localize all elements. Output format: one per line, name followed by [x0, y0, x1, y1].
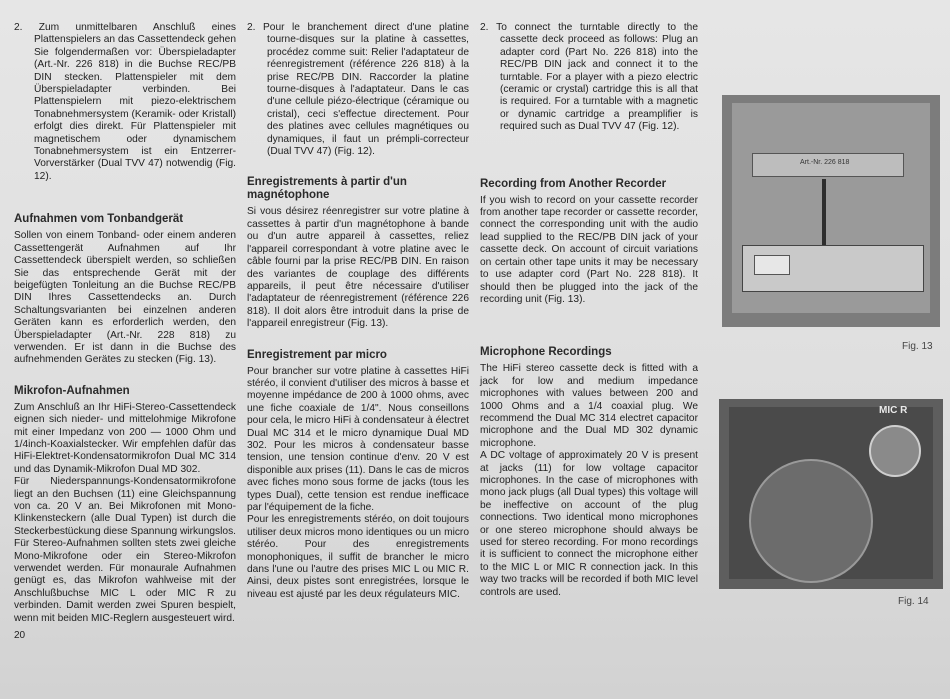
adapter-part-number: Art.-Nr. 226 818	[800, 159, 850, 166]
german-mic-text-3: Für Stereo-Aufnahmen sollten stets zwei gleiche Mono-Mikrofone oder ein Stereo-Mikrofon verwendet werden. Für monaurale Aufnahmen genügt es, das Mikrofon wahlweise mit der Anschlußbuchse MIC L oder MIC R zu verbinden. Damit werden zwei Spuren bespielt, wenn mit beiden MIC-Reglern ausgesteuert wird.	[14, 538, 236, 624]
english-mic-text-2: A DC voltage of approximately 20 V is present at jacks (11) for low voltage capacitor microphones. In the case of microphones with mono jack plugs (all Dual types) this voltage will be ineffective on account of the plug connections. Two identical mono microphones or one stereo microphone should always be used for stereo recording. For mono recordings it is sufficient to connect the microphone either to the MIC L or MIC R connection jack. In this way two tracks will be recorded if both MIC level controls are used.	[480, 450, 698, 598]
figure-14-label: Fig. 14	[898, 596, 929, 607]
english-tape-text: If you wish to record on your cassette recorder from another tape recorder or cassette recorder, connect the corresponding unit with the audio lead supplied to the REC/PB DIN jack of your cassette deck. On account of circuit variations on certain other tape units it may be necessary to use adapter cord (Part No. 228 818). It should then be plugged into the jack of the recording unit (Fig. 13).	[480, 194, 698, 305]
mic-panel-text: MIC R	[879, 405, 908, 416]
mic-level-knob	[869, 425, 921, 477]
mic-jack-dial	[749, 459, 873, 583]
german-mic-text-2: Für Niederspannungs-Kondensatormikrofone liegt an den Buchsen (11) eine Gleichspannung von ca. 20 V an. Bei Mikrofonen mit Mono-Klinkensteckern (alle Dual Typen) ist durch die Steckerbestückung diese Spannung wirkungslos.	[14, 476, 236, 537]
english-step-2: 2. To connect the turntable directly to the cassette deck proceed as follows: Plug an adapter cord (Part No. 226 818) into the REC/PB DIN jack and connect it to the turntable. For a player with a piezo electric (ceramic or crystal) cartridge this is all that is required. For a turntable with a magnetic or dynamic cartridge a preamplifier is required such as Dual TVV 47 (Fig. 12).	[480, 22, 698, 133]
french-step-2: 2. Pour le branchement direct d'une platine tourne-disques sur la platine à cassettes, procédez comme suit: Relier l'adaptateur de réenregistrement (référence 226 818) à la prise REC/PB DIN. Raccorder la platine tourne-disques à l'adaptateur. Dans le cas d'une cellule piézo-électrique (céramique ou cristal), ceci s'effectue directement. Pour des platines avec cellules magnétiques ou dynamiques, il faut un prémpli-correcteur (Dual TVV 47) (Fig. 12).	[247, 22, 469, 158]
english-heading-tape: Recording from Another Recorder	[480, 177, 667, 190]
french-column	[247, 22, 469, 601]
german-heading-mic: Mikrofon-Aufnahmen	[14, 384, 130, 397]
french-tape-text: Si vous désirez réenregistrer sur votre platine à cassettes à partir d'un magnétophone à bande ou d'un autre appareil à cassettes, reliez l'appareil correspondant à votre platine avec le câble fourni par la prise REC/PB DIN. En raison des variantes de couplage des différents appareils, il peut être nécessaire d'utiliser l'adaptateur de réenregistrement (référence 226 818). Il doit alors être introduit dans la prise de l'appareil enregistreur (Fig. 13).	[247, 206, 469, 330]
din-sockets	[754, 255, 790, 275]
english-mic-text-1: The HiFi stereo cassette deck is fitted with a jack for low and medium impedance microphones with values between 200 and 1000 Ohms and a 1/4 coaxial plug. We recommend the Dual MC 314 electret capacitor microphone and the Dual MD 302 dynamic microphone.	[480, 363, 698, 449]
french-heading-tape: Enregistrements à partir d'un magnétophone	[247, 176, 407, 202]
german-heading-tape: Aufnahmen vom Tonbandgerät	[14, 213, 184, 226]
german-mic-text-1: Zum Anschluß an Ihr HiFi-Stereo-Cassettendeck eignen sich nieder- und mittelohmige Mikrofone mit einer Impedanz von 200 — 1000 Ohm und 1/4inch-Koaxialstecker. Wir empfehlen dafür das HiFi-Elektret-Kondensatormikrofon Dual MC 314 und das Dynamik-Mikrofon Dual MD 302.	[14, 401, 236, 475]
page-number: 20	[14, 630, 26, 641]
german-column	[14, 22, 236, 625]
french-mic-text-2: Pour les enregistrements stéréo, on doit toujours utiliser deux micros mono identiques ou un micro stéréo. Pour des enregistrements monophoniques, il suffit de brancher le micro dans l'une ou l'autre des prises MIC L ou MIC R. Ainsi, deux pistes sont enregistrées, lorsque le niveau est ajusté par les deux régulateurs MIC.	[247, 514, 469, 600]
french-mic-text-1: Pour brancher sur votre platine à cassettes HiFi stéréo, il convient d'utiliser des micros à basse et moyenne impédance de 200 à 1000 ohms, avec une fiche coaxiale de 1/4". Nous conseillons pour cela, le micro HiFi à condensateur à électret Dual MC 314 et le micro dynamique Dual MD 302. Pour les micros à condensateur basse tension, une tension continue d'env. 20 V est disponible aux prises (11). Dans le cas de micros avec fiches mono sous forme de jacks (tous les types Dual), cette tension est rendue inefficace par l'équipement de la fiche.	[247, 365, 469, 513]
figure-13-photo	[722, 95, 940, 327]
english-column	[480, 22, 698, 599]
french-heading-mic: Enregistrement par micro	[247, 348, 387, 361]
adapter-cable	[822, 179, 826, 249]
german-tape-text: Sollen von einem Tonband- oder einem anderen Cassettengerät Aufnahmen auf Ihr Cassettendeck überspielt werden, so schließen Sie das entsprechende Gerät mit der beigefügten Tonleitung an die Buchse REC/PB DIN Ihres Cassettendecks an. Durch Schaltungsvarianten bei einzelnen anderen Geräten kann es erforderlich werden, den Überspieladapter (Art.-Nr. 228 818) zu verwenden. Er ist dann in die Buchse des aufnehmenden Gerätes zu stecken (Fig. 13).	[14, 230, 236, 366]
german-step-2: 2. Zum unmittelbaren Anschluß eines Plattenspielers an das Cassettendeck gehen Sie folgendermaßen vor: Überspieladapter (Art.-Nr. 226 818) in die Buchse REC/PB DIN stecken. Plattenspieler mit dem Überspieladapter verbinden. Bei Plattenspielern mit piezo-elektrischem Tonabnehmersystem (Keramik- oder Kristall) erfolgt dies direkt. Für Plattenspieler mit magnetischem oder dynamischem Tonabnehmersystem ist ein Entzerrer-Vorverstärker (Dual TVV 47) notwendig (Fig. 12).	[14, 22, 236, 182]
english-heading-mic: Microphone Recordings	[480, 346, 612, 359]
figure-13-label: Fig. 13	[902, 341, 933, 352]
figure-14-photo	[719, 399, 943, 589]
